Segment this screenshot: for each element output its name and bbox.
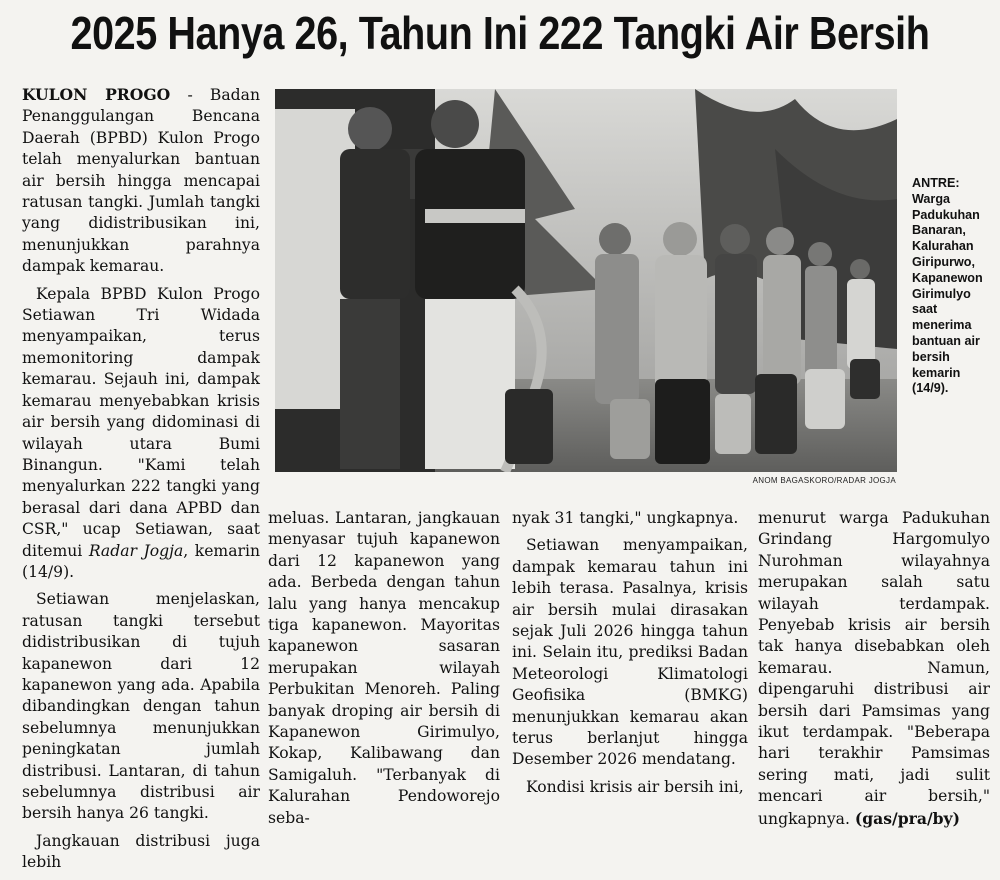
officer-figures bbox=[340, 100, 525, 469]
paragraph-1-text: - Badan Penanggulangan Bencana Daerah (BPBD) Kulon Progo telah menyalurkan bantuan air bersih hingga mencapai ratusan tangki. Jumlah tangki yang didistribusikan ini, menunjukkan parahnya dampak kemarau. bbox=[22, 86, 260, 276]
article-column-2 bbox=[268, 508, 500, 835]
article-column-1 bbox=[22, 84, 260, 880]
paragraph-8: Kondisi krisis air bersih ini, bbox=[526, 777, 744, 796]
caption-tag: ANTRE: bbox=[912, 176, 960, 190]
newspaper-name: Radar Jogja bbox=[88, 541, 184, 560]
paragraph-7: Setiawan menyampaikan, dampak kemarau tahun ini lebih terasa. Pasalnya, krisis air bersih mulai dirasakan sejak Juli 2026 hingga tahun ini. Selain itu, prediksi Badan Meteorologi Klimatologi Geofisika (BMKG) menunjukkan kemarau akan terus berlanjut hingga Desember 2026 mendatang. bbox=[512, 536, 748, 769]
paragraph-1 bbox=[22, 84, 260, 278]
dateline: KULON PROGO bbox=[22, 85, 171, 104]
paragraph-5: meluas. Lantaran, jangkauan menyasar tujuh kapanewon dari 12 kapanewon yang ada. Berbeda dengan tahun lalu yang hanya mencakup tiga kapanewon. Mayoritas kapanewon sasaran merupakan wilayah Perbukitan Menoreh. Paling banyak droping air bersih di Kapanewon Girimulyo, Kokap, Kalibawang dan Samigaluh. "Terbanyak di Kalurahan Pendoworejo seba- bbox=[268, 509, 500, 827]
photo-illustration bbox=[275, 89, 897, 472]
news-photo bbox=[275, 89, 897, 472]
paragraph-2-end: , kemarin (14/9). bbox=[22, 541, 260, 581]
paragraph-9-text: menurut warga Padukuhan Grindang Hargomulyo Nurohman wilayahnya merupakan salah satu wilayah terdampak. Penyebab krisis air bersih tak hanya disebabkan oleh kemarau. Namun, dipengaruhi distribusi air bersih dari Pamsimas yang ikut terdampak. "Beberapa hari terakhir Pamsimas sering mati, jadi sulit mencari air bersih," ungkapnya. bbox=[758, 509, 990, 828]
paragraph-4: Jangkauan distribusi juga lebih bbox=[22, 831, 260, 872]
article-column-3 bbox=[512, 508, 748, 804]
paragraph-3: Setiawan menjelaskan, ratusan tangki tersebut didistribusikan di tujuh kapanewon dari 12 kapanewon yang ada. Apabila dibandingkan dengan tahun sebelumnya menunjukkan peningkatan jumlah distribusi. Lantaran, di tahun sebelumnya distribusi air bersih hanya 26 tangki. bbox=[22, 590, 260, 823]
photo-caption bbox=[912, 176, 998, 397]
paragraph-2-text: Kepala BPBD Kulon Progo Setiawan Tri Widada menyampaikan, terus memonitoring dampak kemarau. Sejauh ini, dampak kemarau menyebabkan krisis air bersih yang didominasi di wilayah utara Bumi Binangun. "Kami telah menyalurkan 222 tangki yang berasal dari dana APBD dan CSR," ucap Setiawan, saat ditemui bbox=[22, 284, 260, 560]
article-column-4 bbox=[758, 508, 990, 836]
headline: 2025 Hanya 26, Tahun Ini 222 Tangki Air Bersih bbox=[70, 7, 930, 59]
author-signoff: (gas/pra/by) bbox=[854, 808, 960, 828]
caption-text: Warga Padukuhan Banaran, Kalurahan Giripurwo, Kapanewon Girimulyo saat menerima bantuan air bersih kemarin (14/9). bbox=[912, 191, 983, 396]
paragraph-6: nyak 31 tangki," ungkapnya. bbox=[512, 509, 739, 527]
paragraph-9 bbox=[758, 508, 990, 830]
paragraph-2 bbox=[22, 284, 260, 584]
photo-credit: ANOM BAGASKORO/RADAR JOGJA bbox=[752, 476, 896, 485]
